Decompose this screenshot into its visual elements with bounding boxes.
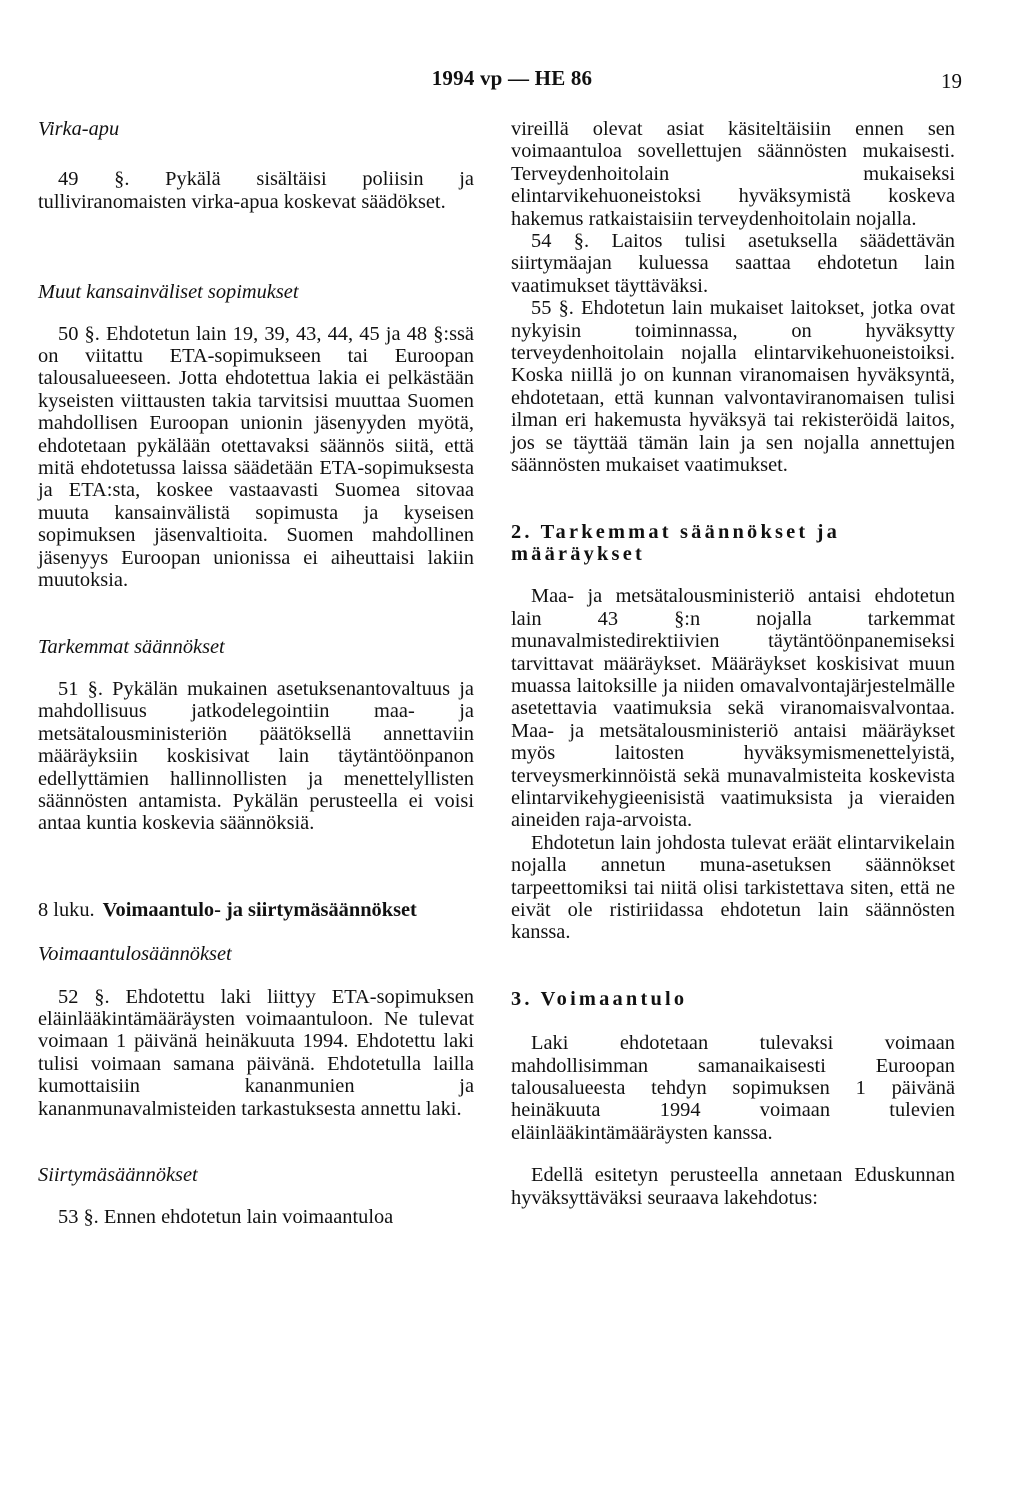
heading-siirtyma: Siirtymäsäännökset — [38, 1164, 198, 1186]
heading-virka-apu: Virka-apu — [38, 118, 120, 140]
chapter-number: 8 luku. — [38, 898, 95, 921]
document-title: 1994 vp — HE 86 — [431, 66, 593, 90]
paragraph-52: 52 §. Ehdotettu laki liittyy ETA-sopimuksen eläinlääkintämääräysten voimaantuloon. Ne tulevat voimaan 1 päivänä heinäkuuta 1994. Ehdotettu laki tulisi voimaan samana päivänä. Ehdotetulla lailla kumottaisiin kananmunien ja kananmunavalmisteiden tarkastuksesta annettu laki. — [38, 985, 474, 1120]
paragraph-edella: Edellä esitetyn perusteella annetaan Eduskunnan hyväksyttäväksi seuraava lakehdotus: — [511, 1164, 955, 1209]
heading-muut-sopimukset: Muut kansainväliset sopimukset — [38, 281, 299, 304]
left-column — [38, 118, 474, 1229]
paragraph-49: 49 §. Pykälä sisältäisi poliisin ja tulliviranomaisten virka-apua koskevat säädökset. — [38, 168, 474, 213]
paragraph-55: 55 §. Ehdotetun lain mukaiset laitokset, jotka ovat nykyisin toiminnassa, on hyväksytty terveydenhoitolain nojalla elintarvikehuoneistoiksi. Koska niillä jo on kunnan viranomaisen hyväksyntä, ehdotetaan, että kunnan valvontaviranomaisen tulisi ilman eri hakemusta hyväksyä tai rekisteröidä laitos, jos se täyttää tämän lain ja sen nojalla annettujen säännösten mukaiset vaatimukset. — [511, 297, 955, 477]
section-heading-2: 2. Tarkemmat säännökset ja määräykset — [511, 520, 841, 565]
heading-voimaantulo: Voimaantulosäännökset — [38, 943, 232, 966]
page-number: 19 — [941, 69, 962, 93]
paragraph-53-continued: vireillä olevat asiat käsiteltäisiin ennen sen voimaantuloa sovellettujen säännösten mukaisesti. Terveydenhoitolain mukaiseksi elintarvikehuoneistoksi hyväksymistä koskeva hakemus ratkaistaisiin terveydenhoitolain nojalla. — [511, 118, 955, 230]
chapter-heading — [38, 899, 474, 921]
paragraph-ehdotetun-lain: Ehdotetun lain johdosta tulevat eräät elintarvikelain nojalla annetun muna-asetuksen säännökset tarpeettomiksi tai niitä olisi tarkistettava siten, että ne eivät ole ristiriidassa ehdotetun lain säännösten kanssa. — [511, 831, 955, 944]
page-header — [0, 66, 1024, 96]
paragraph-50: 50 §. Ehdotetun lain 19, 39, 43, 44, 45 ja 48 §:ssä on viitattu ETA-sopimukseen tai Euroopan talousalueeseen. Jotta ehdotettua lakia ei pelkästään kyseisten viittausten takia tarvitsisi muuttaa Suomen mahdollisen Euroopan unionin jäsenyyden myötä, ehdotetaan pykälään otettavaksi säännös siitä, että mitä ehdotetussa laissa säädetään ETA-sopimuksesta ja ETA:sta, koskee vastaavasti Suomea sitovaa muuta kansainvälistä sopimusta ja kyseisen sopimuksen jäsenvaltioita. Suomen mahdollinen jäsenyys Euroopan unionissa ei aiheuttaisi lakiin muutoksia. — [38, 322, 474, 592]
heading-tarkemmat: Tarkemmat säännökset — [38, 635, 225, 658]
paragraph-laki: Laki ehdotetaan tulevaksi voimaan mahdollisimman samanaikaisesti Euroopan talousalueesta tehdyn sopimuksen 1 päivänä heinäkuuta 1994 voimaan tulevien eläinlääkintämääräysten kanssa. — [511, 1032, 955, 1144]
right-column — [511, 118, 955, 1209]
paragraph-maa-ja-metsa: Maa- ja metsätalousministeriö antaisi ehdotetun lain 43 §:n nojalla tarkemmat munavalmistedirektiivien täytäntöönpanemiseksi tarvittavat määräykset. Määräykset koskisivat muun muassa laitoksille ja niiden omavalvontajärjestelmälle asetettavia vaatimuksia sekä viranomaisvalvontaa. Maa- ja metsätalousministeriö antaisi määräykset myös laitosten hyväksymismenettelyistä, terveysmerkinnöistä sekä munavalmisteita koskevista elintarvikehygieenisistä vaatimuksista ja vieraiden aineiden raja-arvoista. — [511, 585, 955, 832]
paragraph-54: 54 §. Laitos tulisi asetuksella säädettävän siirtymäajan kuluessa saattaa ehdotetun lain vaatimukset täyttäväksi. — [511, 230, 955, 297]
paragraph-51: 51 §. Pykälän mukainen asetuksenantovaltuus ja mahdollisuus jatkodelegointiin maa- ja metsätalousministeriön päätöksellä annettaviin määräyksiin koskisivat lain täytäntöönpanon edellyttämien hallinnollisten ja menettelyllisten säännösten antamista. Pykälän perusteella ei voisi antaa kuntia koskevia säännöksiä. — [38, 677, 474, 835]
paragraph-53: 53 §. Ennen ehdotetun lain voimaantuloa — [58, 1206, 394, 1229]
section-heading-3: 3. Voimaantulo — [511, 987, 688, 1010]
chapter-title: Voimaantulo- ja siirtymäsäännökset — [102, 898, 417, 921]
